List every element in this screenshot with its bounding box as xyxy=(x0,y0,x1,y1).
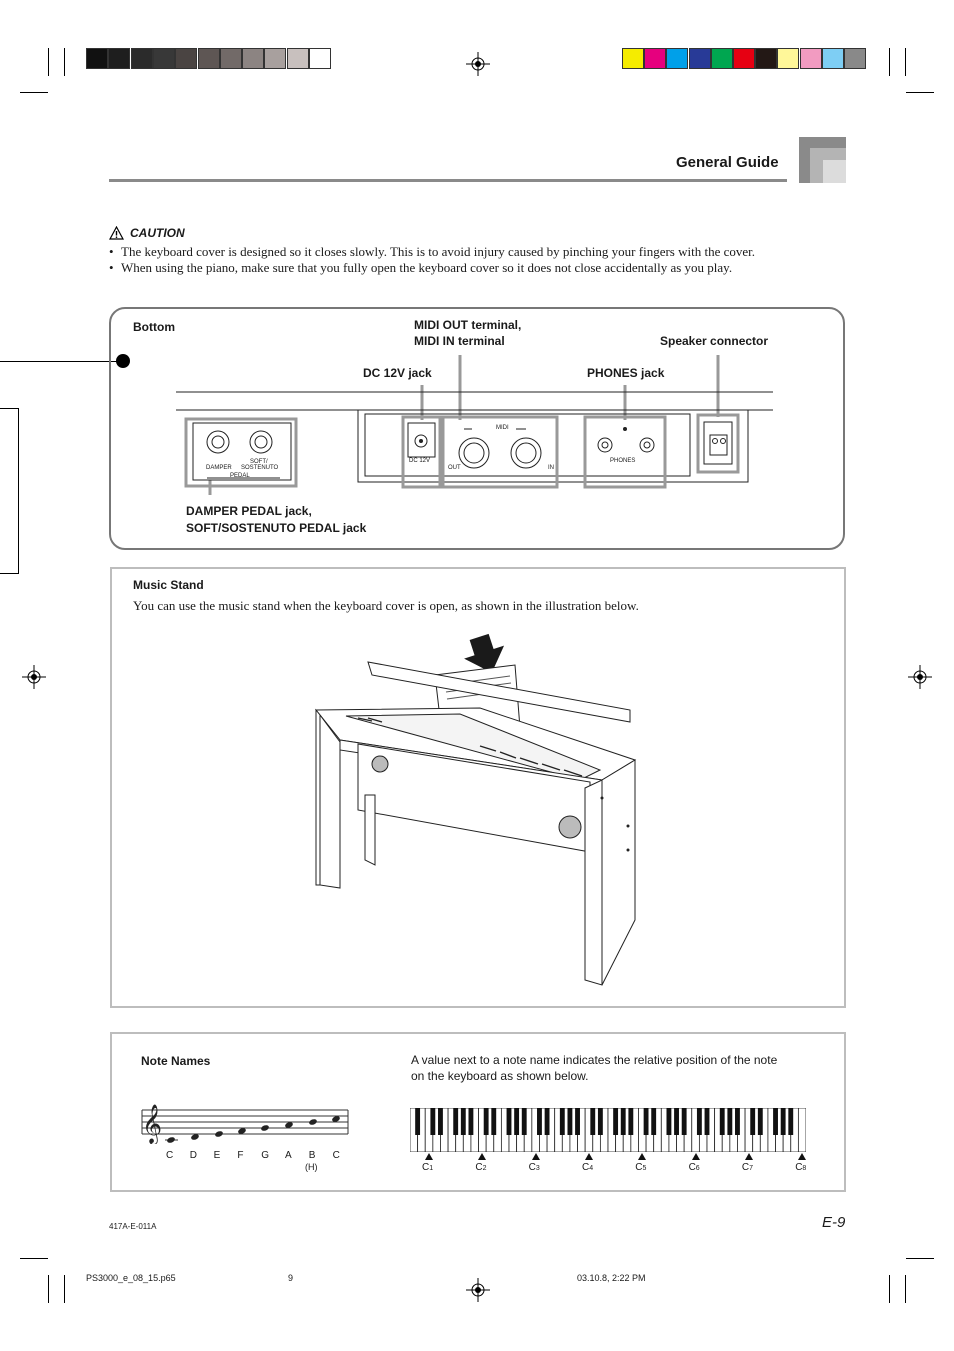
crop-mark xyxy=(905,1275,906,1303)
note-label: D xyxy=(189,1150,198,1161)
black-key xyxy=(415,1108,420,1135)
music-stand-heading: Music Stand xyxy=(133,578,204,592)
panel-text-dc12v: DC 12V xyxy=(409,458,431,464)
black-key xyxy=(674,1108,679,1135)
midi-label: MIDI OUT terminal, xyxy=(414,318,522,332)
octave-label: C4 xyxy=(581,1162,594,1173)
panel-text-in: IN xyxy=(548,465,554,471)
music-stand-text: You can use the music stand when the keyboard cover is open, as shown in the illustration below. xyxy=(133,598,639,613)
black-key xyxy=(461,1108,466,1135)
note-label: E xyxy=(213,1150,221,1161)
octave-label: C8 xyxy=(795,1162,807,1173)
black-key xyxy=(453,1108,458,1135)
black-key xyxy=(651,1108,656,1135)
footer-file-page: 9 xyxy=(288,1273,294,1283)
crop-mark xyxy=(64,48,65,76)
black-key xyxy=(788,1108,793,1135)
octave-marker-icon xyxy=(798,1153,806,1160)
color-swatch xyxy=(844,48,866,69)
gray-swatch xyxy=(153,48,175,69)
gray-swatch xyxy=(131,48,153,69)
color-swatch xyxy=(822,48,844,69)
phones-label: PHONES jack xyxy=(587,366,665,380)
crop-mark xyxy=(905,48,906,76)
crop-mark xyxy=(20,92,48,93)
black-key xyxy=(781,1108,786,1135)
panel-text-midi: MIDI xyxy=(496,425,509,431)
octave-marker-icon xyxy=(745,1153,753,1160)
panel-text-pedal: PEDAL xyxy=(230,473,250,479)
registration-target-icon xyxy=(22,665,46,689)
black-key xyxy=(491,1108,496,1135)
octave-marker-icon xyxy=(692,1153,700,1160)
octave-marker-icon xyxy=(532,1153,540,1160)
black-key xyxy=(567,1108,572,1135)
black-key xyxy=(628,1108,633,1135)
header-rule xyxy=(109,179,787,182)
caution-bullet: • The keyboard cover is designed so it closes slowly. This is to avoid injury caused by pinching your fingers with the cover. xyxy=(109,244,755,259)
gray-swatch xyxy=(198,48,220,69)
registration-target-icon xyxy=(908,665,932,689)
octave-label: C6 xyxy=(688,1162,700,1173)
black-key xyxy=(484,1108,489,1135)
svg-text:𝄞: 𝄞 xyxy=(142,1104,163,1144)
octave-label: C7 xyxy=(741,1162,754,1173)
speaker-label: Speaker connector xyxy=(660,334,769,348)
bottom-panel-illustration xyxy=(170,345,780,495)
gray-swatch xyxy=(264,48,286,69)
registration-target-icon xyxy=(466,52,490,76)
black-key xyxy=(682,1108,687,1135)
color-swatch xyxy=(733,48,755,69)
octave-marker-icon xyxy=(478,1153,486,1160)
gray-swatch xyxy=(242,48,264,69)
color-swatch xyxy=(644,48,666,69)
page-title: General Guide xyxy=(676,154,779,171)
octave-marker-icon xyxy=(425,1153,433,1160)
crop-mark xyxy=(889,48,890,76)
crop-mark xyxy=(906,92,934,93)
bottom-heading: Bottom xyxy=(133,320,175,334)
color-swatch xyxy=(777,48,799,69)
color-swatch xyxy=(755,48,777,69)
color-swatch xyxy=(689,48,711,69)
black-key xyxy=(430,1108,435,1135)
gray-swatch xyxy=(108,48,130,69)
black-key xyxy=(522,1108,527,1135)
octave-label: C2 xyxy=(475,1162,487,1173)
color-swatch xyxy=(800,48,822,69)
damper-label: SOFT/SOSTENUTO PEDAL jack xyxy=(186,521,367,535)
black-key xyxy=(735,1108,740,1135)
black-key xyxy=(598,1108,603,1135)
note-label: C xyxy=(332,1150,340,1161)
black-key xyxy=(720,1108,725,1135)
footer-date: 03.10.8, 2:22 PM xyxy=(577,1273,646,1283)
black-key xyxy=(545,1108,550,1135)
crop-mark xyxy=(64,1275,65,1303)
white-key xyxy=(798,1108,806,1152)
note-label: B xyxy=(308,1150,316,1161)
registration-target-icon xyxy=(466,1278,490,1302)
black-key xyxy=(537,1108,542,1135)
gray-swatch xyxy=(175,48,197,69)
footer-file: PS3000_e_08_15.p65 xyxy=(86,1273,176,1283)
black-key xyxy=(438,1108,443,1135)
black-key xyxy=(758,1108,763,1135)
octave-label: C1 xyxy=(422,1162,434,1173)
note-names-description: A value next to a note name indicates the relative position of the note xyxy=(411,1053,778,1067)
octave-label: C3 xyxy=(528,1162,540,1173)
crop-mark xyxy=(48,1275,49,1303)
crop-mark xyxy=(906,1258,934,1259)
note-label-h: (H) xyxy=(305,1162,318,1172)
keyboard-diagram xyxy=(410,1108,806,1152)
crop-mark xyxy=(20,1258,48,1259)
octave-label: C5 xyxy=(635,1162,647,1173)
note-label: A xyxy=(285,1150,292,1161)
pointer-line xyxy=(0,361,118,362)
black-key xyxy=(575,1108,580,1135)
damper-label: DAMPER PEDAL jack, xyxy=(186,504,312,518)
side-tab-outline xyxy=(0,408,19,574)
note-names-heading: Note Names xyxy=(141,1054,211,1068)
black-key xyxy=(621,1108,626,1135)
note-label: C xyxy=(166,1150,174,1161)
black-key xyxy=(590,1108,595,1135)
warning-icon xyxy=(109,226,124,240)
black-key xyxy=(666,1108,671,1135)
black-key xyxy=(468,1108,473,1135)
color-swatch xyxy=(666,48,688,69)
panel-text-soft: SOFT/ xyxy=(250,459,268,465)
caution-title: CAUTION xyxy=(130,226,185,240)
black-key xyxy=(727,1108,732,1135)
gray-swatch xyxy=(309,48,331,69)
corner-tab-inner xyxy=(823,160,846,183)
piano-illustration xyxy=(310,630,640,990)
black-key xyxy=(514,1108,519,1135)
black-key xyxy=(750,1108,755,1135)
crop-mark xyxy=(48,48,49,76)
caution-bullet: • When using the piano, make sure that you fully open the keyboard cover so it does not close accidentally as you play. xyxy=(109,260,733,275)
note-label: G xyxy=(261,1150,269,1161)
black-key xyxy=(773,1108,778,1135)
midi-label: MIDI IN terminal xyxy=(414,334,505,348)
color-swatch xyxy=(622,48,644,69)
black-key xyxy=(697,1108,702,1135)
gray-swatch xyxy=(86,48,108,69)
black-key xyxy=(613,1108,618,1135)
panel-text-sostenuto: SOSTENUTO xyxy=(241,465,279,471)
gray-swatch xyxy=(220,48,242,69)
crop-mark xyxy=(889,1275,890,1303)
panel-text-phones: PHONES xyxy=(610,458,636,464)
music-staff xyxy=(138,1100,350,1144)
black-key xyxy=(507,1108,512,1135)
black-key xyxy=(644,1108,649,1135)
color-swatch xyxy=(711,48,733,69)
panel-text-out: OUT xyxy=(448,465,461,471)
note-label: F xyxy=(237,1150,244,1161)
doc-code: 417A-E-011A xyxy=(109,1222,157,1231)
octave-marker-icon xyxy=(585,1153,593,1160)
gray-swatch xyxy=(287,48,309,69)
panel-text-damper: DAMPER xyxy=(206,465,232,471)
octave-marker-icon xyxy=(638,1153,646,1160)
dc-label: DC 12V jack xyxy=(363,366,432,380)
black-key xyxy=(560,1108,565,1135)
black-key xyxy=(705,1108,710,1135)
page-number: E-9 xyxy=(822,1214,846,1231)
note-names-description: on the keyboard as shown below. xyxy=(411,1069,589,1083)
